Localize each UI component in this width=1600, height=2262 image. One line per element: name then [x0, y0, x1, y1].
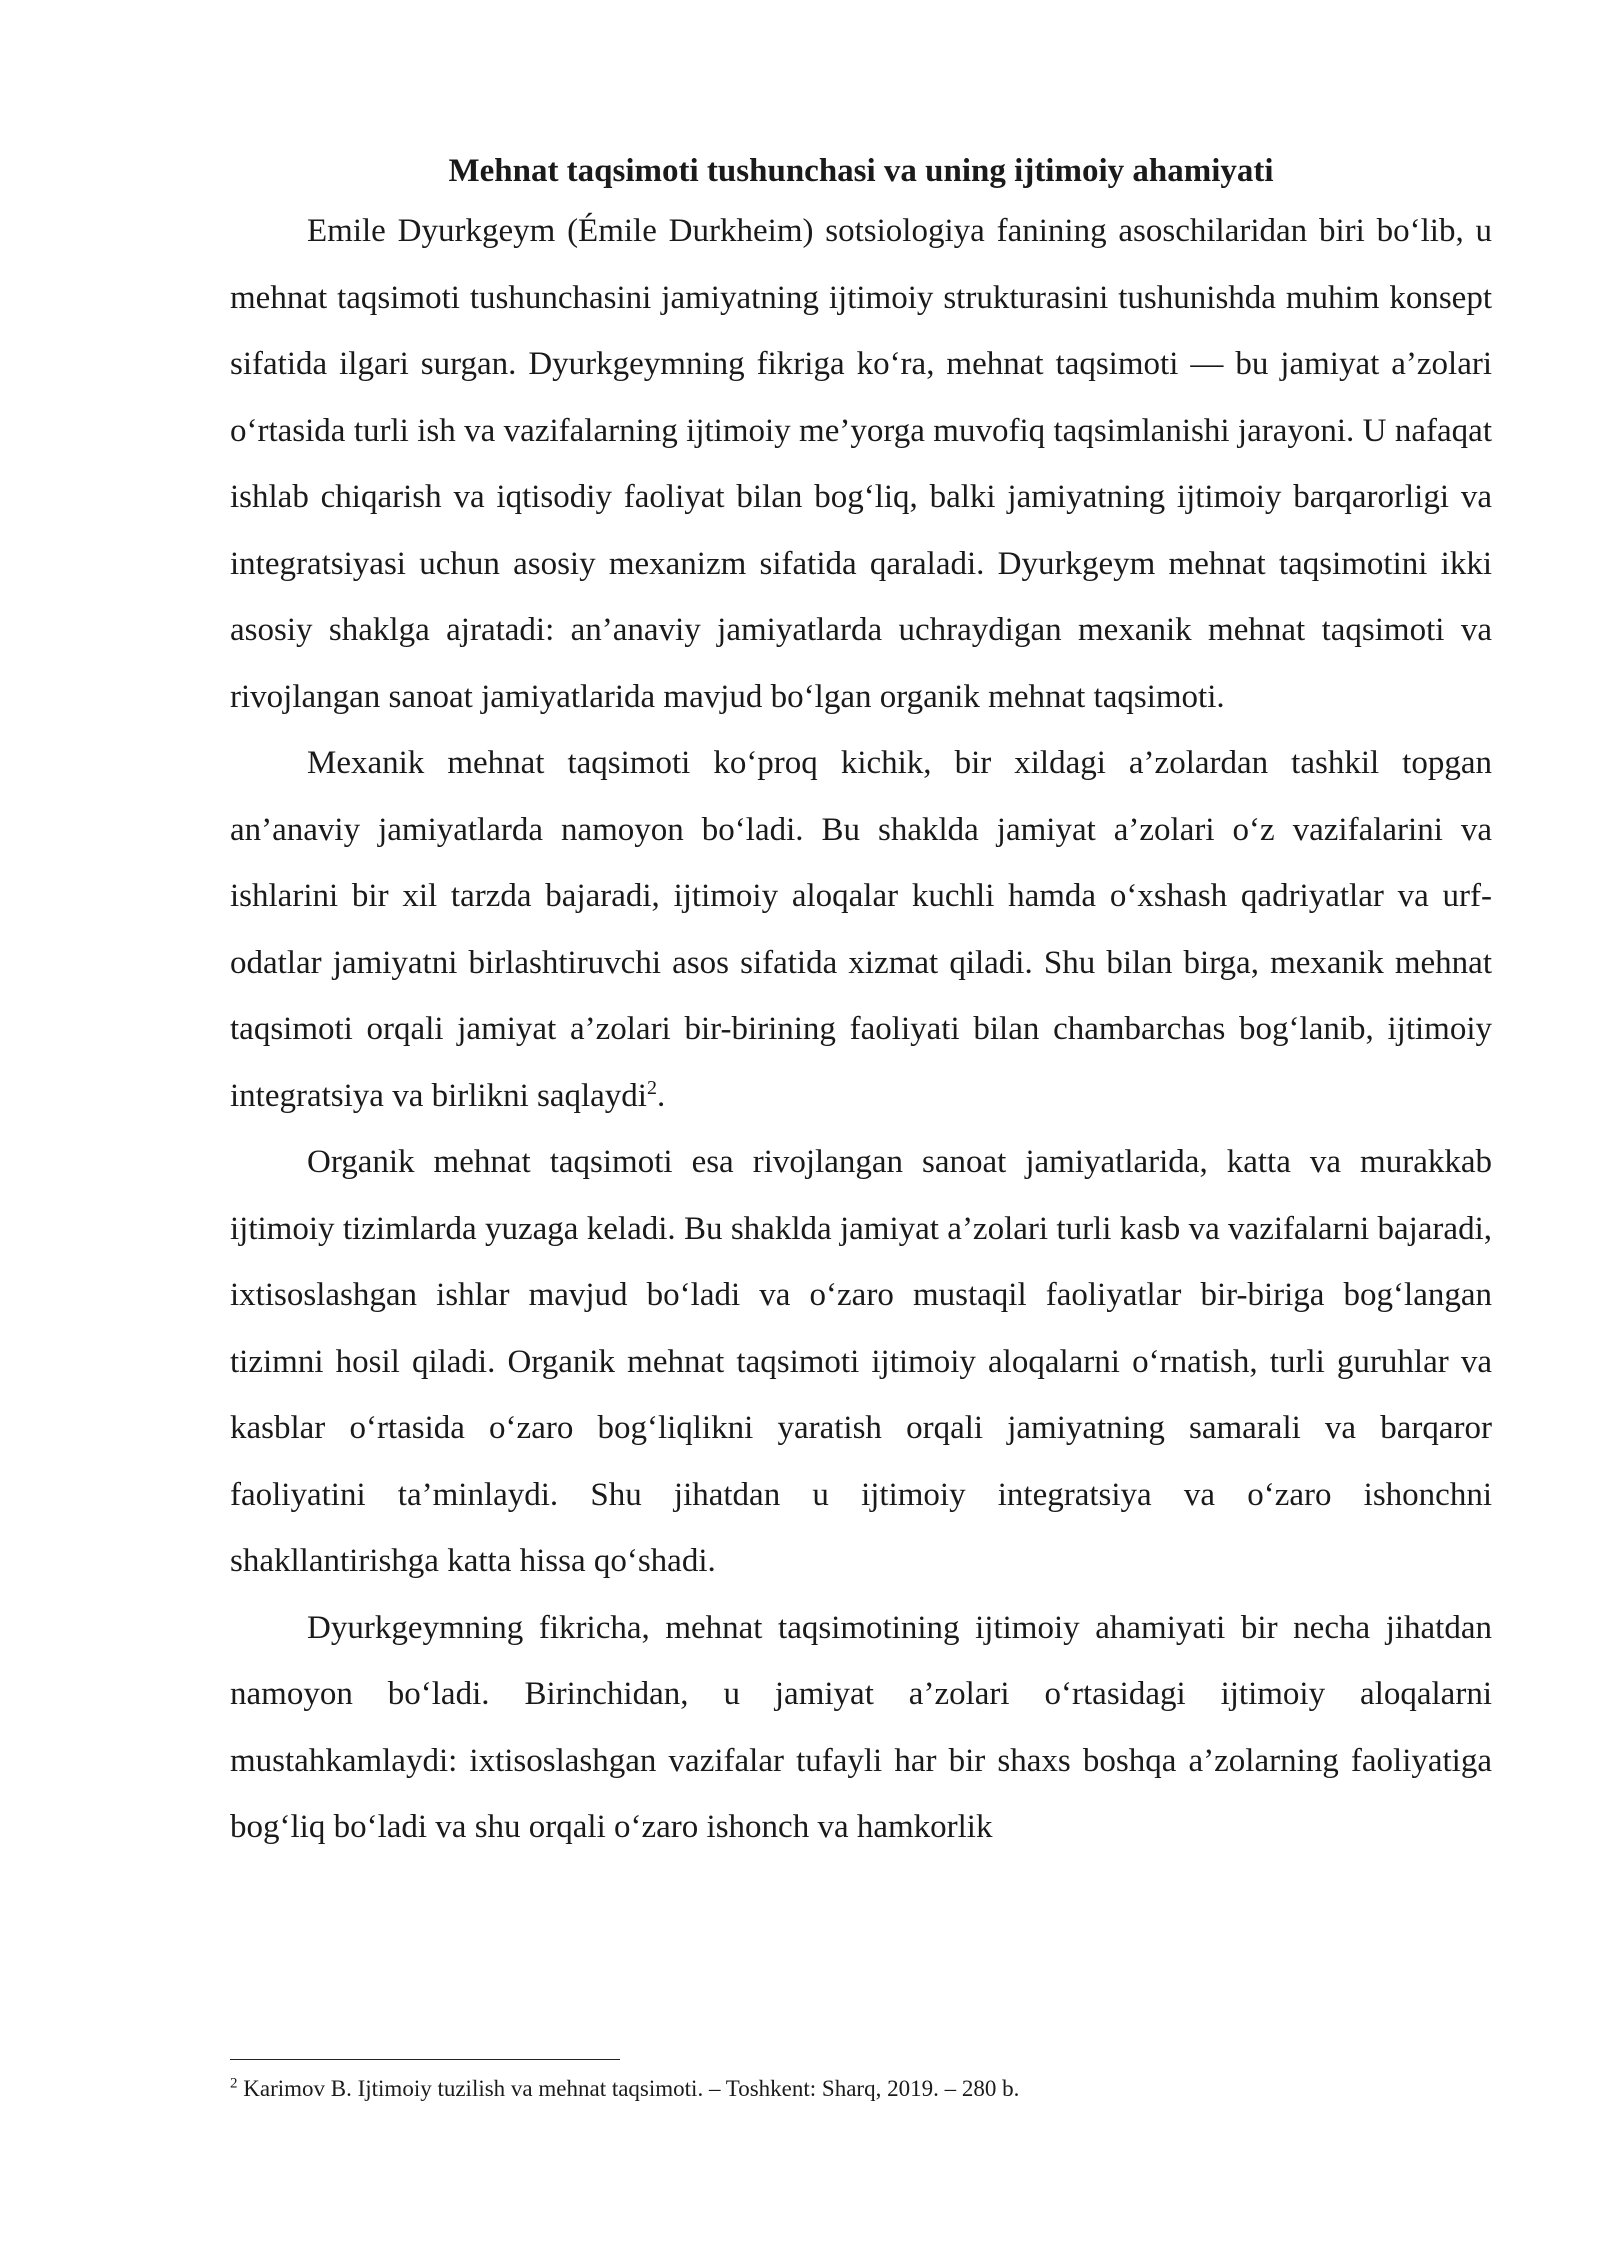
paragraph-2 [230, 730, 1492, 1129]
paragraph-2-end: . [656, 1077, 666, 1114]
document-title: Mehnat taqsimoti tushunchasi va uning ijtimoiy ahamiyati [448, 153, 1274, 189]
footnote-number: 2 [230, 2075, 238, 2092]
footnote-text: Karimov B. Ijtimoiy tuzilish va mehnat taqsimoti. – Toshkent: Sharq, 2019. – 280 b. [237, 2076, 1020, 2101]
document-body [230, 148, 1492, 1861]
footnote-reference[interactable]: 2 [646, 1076, 657, 1099]
paragraph-2-text: Mexanik mehnat taqsimoti ko‘proq kichik, bir xildagi a’zolardan tashkil topgan an’anaviy jamiyatlarda namoyon bo‘ladi. Bu shaklda jamiyat a’zolari o‘z vazifalarini va ishlarini bir xil tarzda bajaradi, ijtimoiy aloqalar kuchli hamda o‘xshash qadriyatlar va urf-odatlar jamiyatni birlashtiruvchi asos sifatida xizmat qiladi. Shu bilan birga, mexanik mehnat taqsimoti orqali jamiyat a’zolari bir-birining faoliyati bilan chambarchas bog‘lanib, ijtimoiy integratsiya va birlikni saqlaydi [230, 745, 1492, 1114]
footnote [230, 2074, 1492, 2104]
paragraph-3: Organik mehnat taqsimoti esa rivojlangan sanoat jamiyatlarida, katta va murakkab ijtimoiy tizimlarda yuzaga keladi. Bu shaklda jamiyat a’zolari turli kasb va vazifalarni bajaradi, ixtisoslashgan ishlar mavjud bo‘ladi va o‘zaro mustaqil faoliyatlar bir-biriga bog‘langan tizimni hosil qiladi. Organik mehnat taqsimoti ijtimoiy aloqalarni o‘rnatish, turli guruhlar va kasblar o‘rtasida o‘zaro bog‘liqlikni yaratish orqali jamiyatning samarali va barqaror faoliyatini ta’minlaydi. Shu jihatdan u ijtimoiy integratsiya va o‘zaro ishonchni shakllantirishga katta hissa qo‘shadi. [230, 1144, 1492, 1579]
paragraph-1: Emile Dyurkgeym (Émile Durkheim) sotsiologiya fanining asoschilaridan biri bo‘lib, u mehnat taqsimoti tushunchasini jamiyatning ijtimoiy strukturasini tushunishda muhim konsept sifatida ilgari surgan. Dyurkgeymning fikriga ko‘ra, mehnat taqsimoti — bu jamiyat a’zolari o‘rtasida turli ish va vazifalarning ijtimoiy me’yorga muvofiq taqsimlanishi jarayoni. U nafaqat ishlab chiqarish va iqtisodiy faoliyat bilan bog‘liq, balki jamiyatning ijtimoiy barqarorligi va integratsiyasi uchun asosiy mexanizm sifatida qaraladi. Dyurkgeym mehnat taqsimotini ikki asosiy shaklga ajratadi: an’anaviy jamiyatlarda uchraydigan mexanik mehnat taqsimoti va rivojlangan sanoat jamiyatlarida mavjud bo‘lgan organik mehnat taqsimoti. [230, 213, 1492, 715]
paragraph-4: Dyurkgeymning fikricha, mehnat taqsimotining ijtimoiy ahamiyati bir necha jihatdan namoyon bo‘ladi. Birinchidan, u jamiyat a’zolari o‘rtasidagi ijtimoiy aloqalarni mustahkamlaydi: ixtisoslashgan vazifalar tufayli har bir shaxs boshqa a’zolarning faoliyatiga bog‘liq bo‘ladi va shu orqali o‘zaro ishonch va hamkorlik [230, 1609, 1492, 1845]
footnote-separator [230, 2059, 620, 2060]
